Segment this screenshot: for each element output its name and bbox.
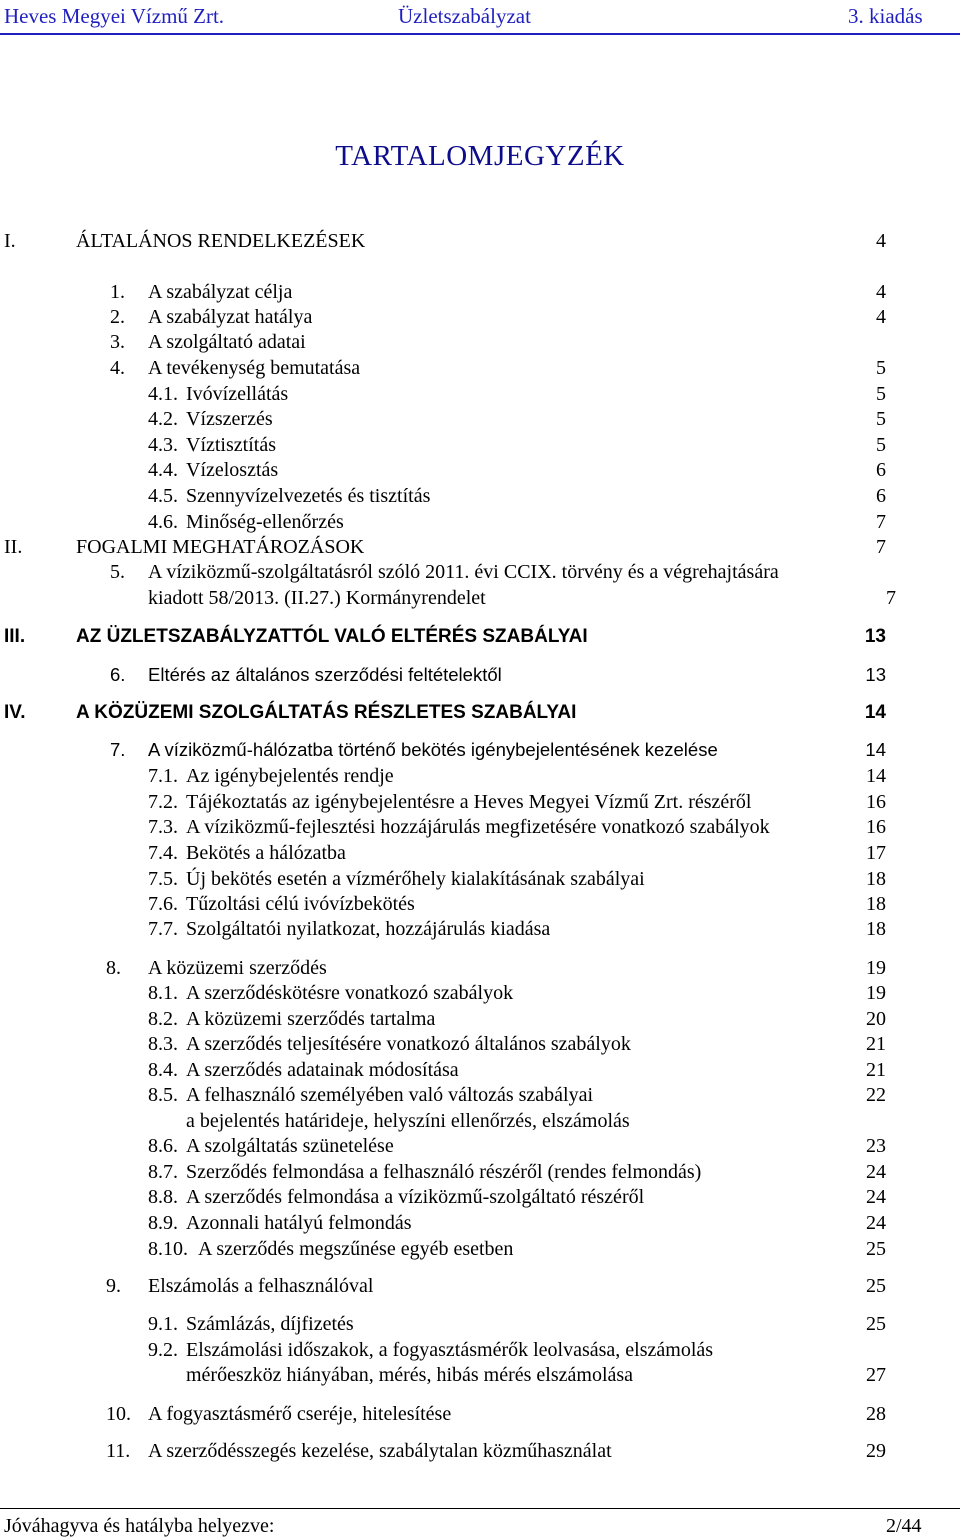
toc-entry-title: A szabályzat hatálya: [148, 306, 313, 328]
toc-entry-page: 18: [866, 893, 886, 915]
toc-entry: [0, 536, 960, 562]
toc-entry-title: Szennyvízelvezetés és tisztítás: [186, 485, 431, 507]
toc-entry-number: 5.: [110, 561, 125, 583]
toc-entry: [0, 281, 960, 307]
toc-entry-title: A szerződés teljesítésére vonatkozó általános szabályok: [186, 1033, 631, 1055]
toc-entry-title: FOGALMI MEGHATÁROZÁSOK: [76, 536, 365, 558]
toc-entry: [0, 1059, 960, 1085]
toc-entry-title: Szolgáltatói nyilatkozat, hozzájárulás kiadása: [186, 918, 551, 940]
toc-entry-page: 24: [866, 1186, 886, 1208]
toc-entry-number: 8.3.: [148, 1033, 178, 1055]
toc-entry-page: 22: [866, 1084, 886, 1106]
header-rule: [0, 33, 960, 35]
toc-entry-title: A közüzemi szerződés: [148, 957, 327, 979]
toc-entry-title: Víztisztítás: [186, 434, 276, 456]
toc-entry-title: A szerződéskötésre vonatkozó szabályok: [186, 982, 514, 1004]
toc-entry-number: 7.4.: [148, 842, 178, 864]
toc-entry-page: 19: [866, 982, 886, 1004]
toc-entry-number: II.: [4, 536, 23, 558]
header-document: Üzletszabályzat: [398, 4, 531, 28]
toc-entry-page: 4: [876, 230, 886, 252]
toc-entry-page: 5: [876, 357, 886, 379]
toc-entry: [0, 485, 960, 511]
toc-entry: [0, 1313, 960, 1339]
toc-entry-page: 20: [866, 1008, 886, 1030]
toc-entry: [0, 918, 960, 944]
toc-entry-number: 8.5.: [148, 1084, 178, 1106]
toc-entry: [0, 816, 960, 842]
toc-entry-number: 6.: [110, 664, 126, 685]
toc-entry-page: 21: [866, 1033, 886, 1055]
toc-entry-page: 4: [876, 306, 886, 328]
toc-entry: [0, 357, 960, 383]
toc-entry-title: A víziközmű-fejlesztési hozzájárulás megfizetésére vonatkozó szabályok: [186, 816, 770, 838]
toc-entry-number: 7.7.: [148, 918, 178, 940]
toc-entry-number: 8.2.: [148, 1008, 178, 1030]
toc-entry: [0, 626, 960, 652]
toc-entry: [0, 383, 960, 409]
toc-entry-page: 24: [866, 1161, 886, 1183]
toc-entry: [0, 511, 960, 537]
toc-entry: [0, 331, 960, 357]
toc-entry-title: Számlázás, díjfizetés: [186, 1313, 354, 1335]
toc-entry-title: Minőség-ellenőrzés: [186, 511, 344, 533]
toc-entry-page: 14: [864, 702, 886, 723]
toc-entry: [0, 702, 960, 728]
toc-entry-page: 16: [866, 791, 886, 813]
toc-entry-number: 7.2.: [148, 791, 178, 813]
toc-entry-title: A víziközmű-szolgáltatásról szóló 2011. évi CCIX. törvény és a végrehajtására: [148, 561, 779, 583]
toc-entry: [0, 1212, 960, 1238]
toc-entry-title: Vízszerzés: [186, 408, 273, 430]
toc-entry-page: 25: [866, 1313, 886, 1335]
toc-entry: [0, 791, 960, 817]
toc-entry-title: Elszámolás a felhasználóval: [148, 1275, 374, 1297]
toc-entry-number: 7.5.: [148, 868, 178, 890]
toc-entry: [0, 868, 960, 894]
toc-entry-number: 8.7.: [148, 1161, 178, 1183]
toc-entry: [0, 765, 960, 791]
toc-entry: [0, 893, 960, 919]
toc-entry-title: A szerződés adatainak módosítása: [186, 1059, 459, 1081]
toc-entry-number: 9.1.: [148, 1313, 178, 1335]
toc-entry: [0, 1084, 960, 1110]
toc-entry-title: ÁLTALÁNOS RENDELKEZÉSEK: [76, 230, 366, 252]
toc-entry-title: Elszámolási időszakok, a fogyasztásmérők leolvasása, elszámolás: [186, 1339, 714, 1361]
footer-page-number: 2/44: [886, 1515, 922, 1537]
toc-entry-page: 5: [876, 408, 886, 430]
toc-entry-page: 14: [865, 739, 886, 760]
toc-entry-title: A szerződésszegés kezelése, szabálytalan közműhasználat: [148, 1440, 612, 1462]
toc-entry-title: A víziközmű-hálózatba történő bekötés igénybejelentésének kezelése: [148, 739, 718, 760]
toc-entry: [0, 408, 960, 434]
toc-entry-page: 21: [866, 1059, 886, 1081]
toc-entry: [0, 1008, 960, 1034]
toc-entry-number: IV.: [4, 702, 26, 723]
toc-entry-number: 3.: [110, 331, 125, 353]
toc-entry: [0, 1275, 960, 1301]
toc-entry-number: 11.: [106, 1440, 131, 1462]
toc-entry-page: 25: [866, 1238, 886, 1260]
header-company: Heves Megyei Vízmű Zrt.: [4, 4, 225, 28]
toc-entry: [0, 739, 960, 765]
toc-entry-number: 7.3.: [148, 816, 178, 838]
toc-entry-number: 8.: [106, 957, 121, 979]
toc-entry-number: 8.8.: [148, 1186, 178, 1208]
toc-entry-page: 16: [866, 816, 886, 838]
toc-entry-title: Új bekötés esetén a vízmérőhely kialakításának szabályai: [186, 868, 645, 890]
toc-entry-title: Vízelosztás: [186, 459, 279, 481]
toc-entry-title: A tevékenység bemutatása: [148, 357, 361, 379]
toc-entry-number: 7.: [110, 739, 126, 760]
toc-entry: [0, 434, 960, 460]
toc-entry-page: 29: [866, 1440, 886, 1462]
toc-entry: [0, 561, 960, 587]
toc-entry-page: 24: [866, 1212, 886, 1234]
toc-entry-number: I.: [4, 230, 16, 252]
toc-entry-page: 5: [876, 434, 886, 456]
toc-entry-number: 8.4.: [148, 1059, 178, 1081]
toc-entry: [0, 1238, 960, 1264]
toc-entry-title: A közüzemi szerződés tartalma: [186, 1008, 436, 1030]
toc-entry-page: 6: [876, 459, 886, 481]
toc-entry-page: 19: [866, 957, 886, 979]
toc-entry-number: 8.6.: [148, 1135, 178, 1157]
toc-entry: [0, 1403, 960, 1429]
toc-entry-number: 4.6.: [148, 511, 178, 533]
toc-entry-page: 7: [876, 511, 886, 533]
footer-rule: [0, 1508, 960, 1509]
toc-entry-number: 4.1.: [148, 383, 178, 405]
toc-entry-page: 13: [864, 626, 886, 647]
toc-entry: [0, 1033, 960, 1059]
toc-entry-title: A KÖZÜZEMI SZOLGÁLTATÁS RÉSZLETES SZABÁLYAI: [76, 702, 577, 723]
toc-entry-number: 4.3.: [148, 434, 178, 456]
toc-entry-number: 1.: [110, 281, 125, 303]
toc-entry-title: A szolgáltatás szünetelése: [186, 1135, 394, 1157]
toc-entry-number: 9.: [106, 1275, 121, 1297]
toc-entry: [0, 230, 960, 256]
toc-entry: [0, 842, 960, 868]
toc-entry-title: A szolgáltató adatai: [148, 331, 306, 353]
toc-entry: [0, 1161, 960, 1187]
toc-entry-number: 4.: [110, 357, 125, 379]
toc-entry-page: 18: [866, 868, 886, 890]
toc-entry-page: 25: [866, 1275, 886, 1297]
toc-entry-page: 23: [866, 1135, 886, 1157]
toc-entry-title: AZ ÜZLETSZABÁLYZATTÓL VALÓ ELTÉRÉS SZABÁLYAI: [76, 626, 588, 647]
toc-entry-page: 7: [876, 536, 886, 558]
toc-entry: [0, 1135, 960, 1161]
toc-entry-title: a bejelentés határideje, helyszíni ellenőrzés, elszámolás: [186, 1110, 630, 1132]
toc-entry: [0, 664, 960, 690]
toc-entry: [0, 1186, 960, 1212]
page-title: TARTALOMJEGYZÉK: [335, 140, 625, 172]
toc-entry-page: 28: [866, 1403, 886, 1425]
toc-entry-title: Tájékoztatás az igénybejelentésre a Heves Megyei Vízmű Zrt. részéről: [186, 791, 752, 813]
toc-entry: [0, 459, 960, 485]
toc-entry-page: 4: [876, 281, 886, 303]
toc-entry-number: 7.1.: [148, 765, 178, 787]
toc-entry-title: Ivóvízellátás: [186, 383, 289, 405]
toc-entry-title: A felhasználó személyében való változás szabályai: [186, 1084, 594, 1106]
toc-entry-title: Azonnali hatályú felmondás: [186, 1212, 412, 1234]
toc-entry-title: Tűzoltási célú ivóvízbekötés: [186, 893, 415, 915]
toc-entry-number: 8.10.: [148, 1238, 188, 1260]
footer-approval: Jóváhagyva és hatályba helyezve:: [4, 1515, 275, 1537]
toc-entry-title: A szerződés felmondása a víziközmű-szolgáltató részéről: [186, 1186, 645, 1208]
toc-entry: [0, 1440, 960, 1466]
toc-entry-title: mérőeszköz hiányában, mérés, hibás mérés elszámolása: [186, 1364, 634, 1386]
toc-entry-title: Szerződés felmondása a felhasználó részéről (rendes felmondás): [186, 1161, 702, 1183]
toc-entry: [0, 1364, 960, 1390]
toc-entry-number: 4.5.: [148, 485, 178, 507]
toc-entry-number: 4.4.: [148, 459, 178, 481]
toc-entry-number: 7.6.: [148, 893, 178, 915]
toc-entry: [0, 982, 960, 1008]
toc-entry-title: Bekötés a hálózatba: [186, 842, 346, 864]
toc-entry: [0, 1110, 960, 1136]
toc-entry-page: 18: [866, 918, 886, 940]
toc-entry-number: III.: [4, 626, 26, 647]
toc-entry-title: A szabályzat célja: [148, 281, 293, 303]
toc-entry-page: 14: [866, 765, 886, 787]
toc-entry: [0, 306, 960, 332]
toc-entry-number: 2.: [110, 306, 125, 328]
toc-entry-title: Eltérés az általános szerződési feltételektől: [148, 664, 502, 685]
toc-entry-page: 17: [866, 842, 886, 864]
toc-entry-page: 6: [876, 485, 886, 507]
toc-entry-page: 7: [886, 587, 896, 609]
toc-entry: [0, 587, 960, 613]
toc-entry-page: 5: [876, 383, 886, 405]
toc-entry: [0, 957, 960, 983]
toc-entry-title: kiadott 58/2013. (II.27.) Kormányrendelet: [148, 587, 486, 609]
toc-entry: [0, 1339, 960, 1365]
toc-entry-number: 4.2.: [148, 408, 178, 430]
toc-entry-number: 8.1.: [148, 982, 178, 1004]
toc-entry-page: 13: [865, 664, 886, 685]
toc-entry-page: 27: [866, 1364, 886, 1386]
header-edition: 3. kiadás: [848, 4, 923, 28]
toc-entry-number: 10.: [106, 1403, 131, 1425]
toc-entry-number: 8.9.: [148, 1212, 178, 1234]
toc-entry-number: 9.2.: [148, 1339, 178, 1361]
toc-entry-title: A szerződés megszűnése egyéb esetben: [198, 1238, 514, 1260]
toc-entry-title: A fogyasztásmérő cseréje, hitelesítése: [148, 1403, 452, 1425]
toc-entry-title: Az igénybejelentés rendje: [186, 765, 394, 787]
